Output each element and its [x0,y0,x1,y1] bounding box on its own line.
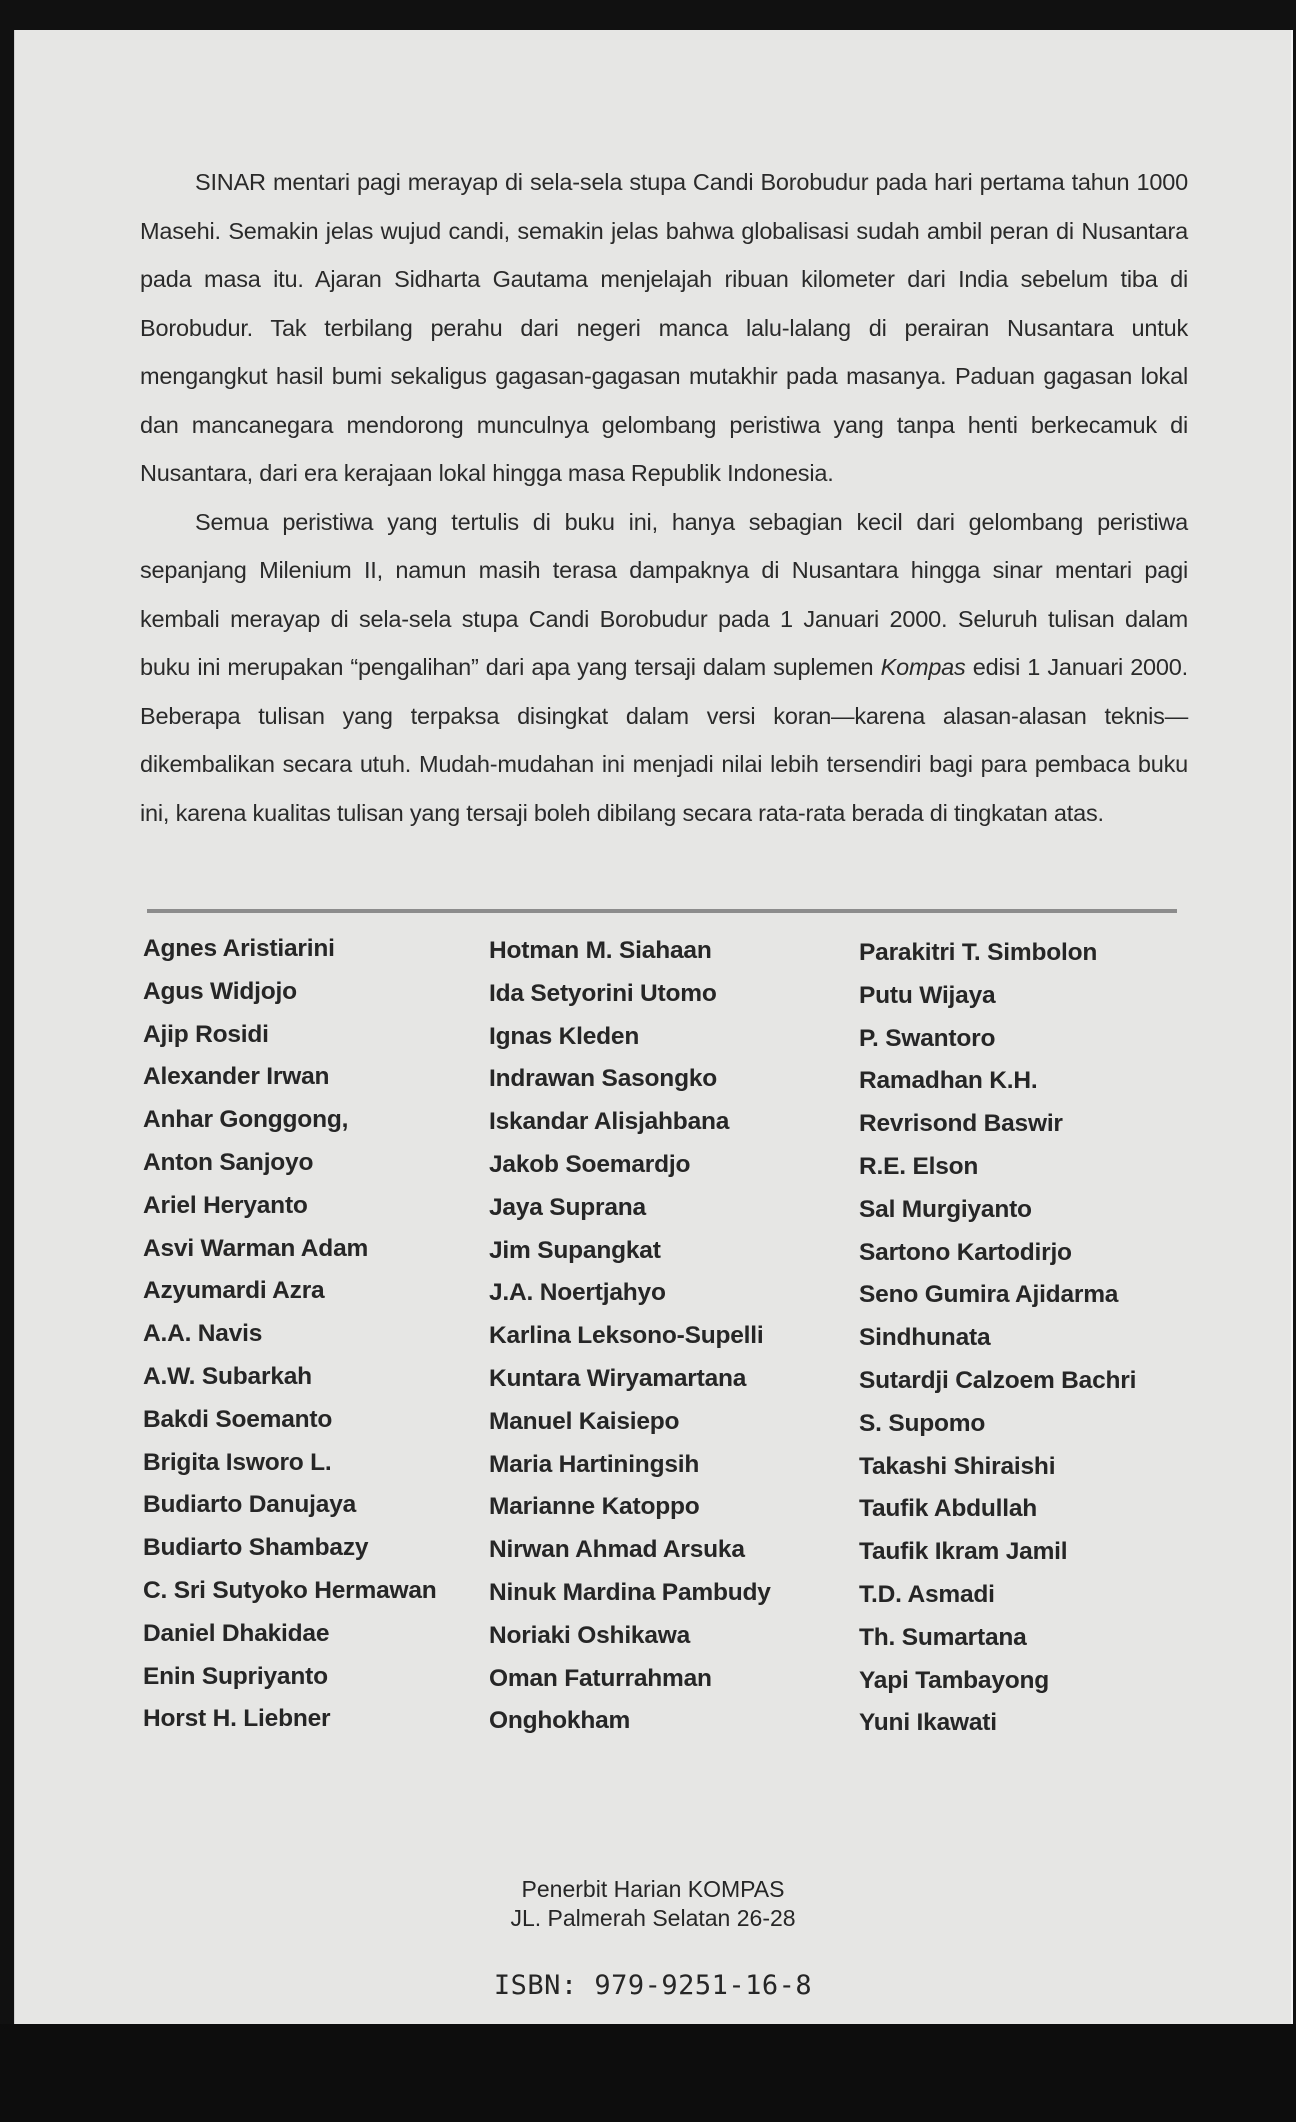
contributor-name: Kuntara Wiryamartana [489,1364,747,1392]
contributor-name: Yapi Tambayong [859,1666,1050,1694]
contributor-name: Taufik Abdullah [859,1495,1038,1523]
contributor-name: Ignas Kleden [489,1022,640,1050]
blurb-text [140,158,1188,837]
contributor-name: Agus Widjojo [143,977,297,1005]
section-divider [147,909,1177,913]
contributor-name: Brigita Isworo L. [143,1448,332,1476]
contributor-name: S. Supomo [859,1409,986,1437]
contributor-name: Sutardji Calzoem Bachri [859,1366,1137,1394]
publisher-address: JL. Palmerah Selatan 26-28 [510,1905,796,1931]
contributor-name: Noriaki Oshikawa [489,1621,691,1649]
contributor-name: J.A. Noertjahyo [489,1279,666,1307]
contributor-name: Parakitri T. Simbolon [859,939,1098,966]
contributor-name: Takashi Shiraishi [859,1452,1056,1480]
contributor-name: Oman Faturrahman [489,1664,712,1692]
contributor-name: Ariel Heryanto [143,1191,308,1219]
contributor-name: Agnes Aristiarini [143,935,335,962]
contributor-name: A.W. Subarkah [143,1362,312,1390]
contributor-name: Ajip Rosidi [143,1020,269,1048]
contributor-name: P. Swantoro [859,1024,996,1052]
contributors-column-2 [489,930,771,1743]
contributor-name: Budiarto Shambazy [143,1534,369,1562]
contributor-name: Yuni Ikawati [859,1709,997,1737]
contributor-name: T.D. Asmadi [859,1580,995,1608]
contributor-name: Sartono Kartodirjo [859,1238,1072,1266]
contributor-name: Anhar Gonggong, [143,1106,349,1134]
contributor-name: Enin Supriyanto [143,1662,328,1690]
contributor-name: Horst H. Liebner [143,1705,331,1733]
contributor-name: Th. Sumartana [859,1623,1027,1651]
contributor-name: Sal Murgiyanto [859,1195,1032,1223]
contributor-name: R.E. Elson [859,1152,979,1180]
contributors-column-1 [143,928,437,1741]
publisher-name: Penerbit Harian KOMPAS [521,1876,785,1902]
contributor-name: Jaya Suprana [489,1193,646,1221]
contributor-name: Revrisond Baswir [859,1110,1063,1138]
contributor-name: A.A. Navis [143,1320,263,1348]
contributor-name: Sindhunata [859,1324,991,1352]
contributor-name: Ramadhan K.H. [859,1067,1038,1095]
publisher-info [15,1875,1291,1933]
contributor-name: Putu Wijaya [859,981,996,1009]
contributor-name: Bakdi Soemanto [143,1405,333,1433]
contributor-name: Seno Gumira Ajidarma [859,1281,1119,1309]
contributor-name: Ninuk Mardina Pambudy [489,1578,771,1606]
contributor-name: Onghokham [489,1707,631,1735]
contributor-name: Alexander Irwan [143,1063,330,1091]
contributor-name: Iskandar Alisjahbana [489,1108,730,1136]
contributor-name: Ida Setyorini Utomo [489,979,717,1007]
contributor-name: Karlina Leksono-Supelli [489,1322,764,1350]
contributor-name: Nirwan Ahmad Arsuka [489,1536,745,1564]
contributor-name: Maria Hartiningsih [489,1450,700,1478]
contributor-name: Jakob Soemardjo [489,1150,691,1178]
blurb-paragraph-1: SINAR mentari pagi merayap di sela-sela stupa Candi Borobudur pada hari pertama tahun 1000 Masehi. Semakin jelas wujud candi, semakin jelas bahwa globalisasi sudah ambil peran di Nusantara pada masa itu. Ajaran Sidharta Gautama menjelajah ribuan kilometer dari India sebelum tiba di Borobudur. Tak terbilang perahu dari negeri manca lalu-lalang di perairan Nusantara untuk mengangkut hasil bumi sekaligus gagasan-gagasan mutakhir pada masanya. Paduan gagasan lokal dan mancanegara mendorong munculnya gelombang peristiwa yang tanpa henti berkecamuk di Nusantara, dari era kerajaan lokal hingga masa Republik Indonesia. [140,169,1188,486]
contributor-name: C. Sri Sutyoko Hermawan [143,1576,437,1604]
contributor-name: Azyumardi Azra [143,1277,325,1305]
contributor-name: Anton Sanjoyo [143,1148,314,1176]
publication-name: Kompas [880,654,966,680]
blurb-paragraph-2-part-1: Semua peristiwa yang tertulis di buku ini, hanya sebagian kecil dari gelombang peristiwa sepanjang Milenium II, namun masih terasa dampaknya di Nusantara hingga sinar mentari pagi kembali merayap di sela-sela stupa Candi Borobudur pada 1 Januari 2000. Seluruh tulisan dalam buku ini merupakan “pengalihan” dari apa yang tersaji dalam suplemen [140,508,1188,680]
contributor-name: Asvi Warman Adam [143,1234,369,1262]
contributor-name: Manuel Kaisiepo [489,1407,680,1435]
contributor-name: Marianne Katoppo [489,1493,700,1521]
contributor-name: Taufik Ikram Jamil [859,1538,1068,1566]
contributor-name: Hotman M. Siahaan [489,937,712,964]
contributor-name: Jim Supangkat [489,1236,661,1264]
blurb-paragraph-2-part-2: edisi 1 Januari 2000. Beberapa tulisan yang terpaksa disingkat dalam versi koran—karena alasan-alasan teknis—dikembalikan secara utuh. Mudah-mudahan ini menjadi nilai lebih tersendiri bagi para pembaca buku ini, karena kualitas tulisan yang tersaji boleh dibilang secara rata-rata berada di tingkatan atas. [140,654,1188,826]
contributors-column-3 [859,932,1136,1745]
background-bottom-edge [0,2024,1296,2122]
book-back-cover [14,30,1293,2024]
isbn-number: ISBN: 979-9251-16-8 [493,1970,813,2001]
contributor-name: Budiarto Danujaya [143,1491,357,1519]
blurb-paragraph-2 [140,498,1188,838]
contributor-name: Daniel Dhakidae [143,1619,330,1647]
contributor-name: Indrawan Sasongko [489,1065,718,1093]
